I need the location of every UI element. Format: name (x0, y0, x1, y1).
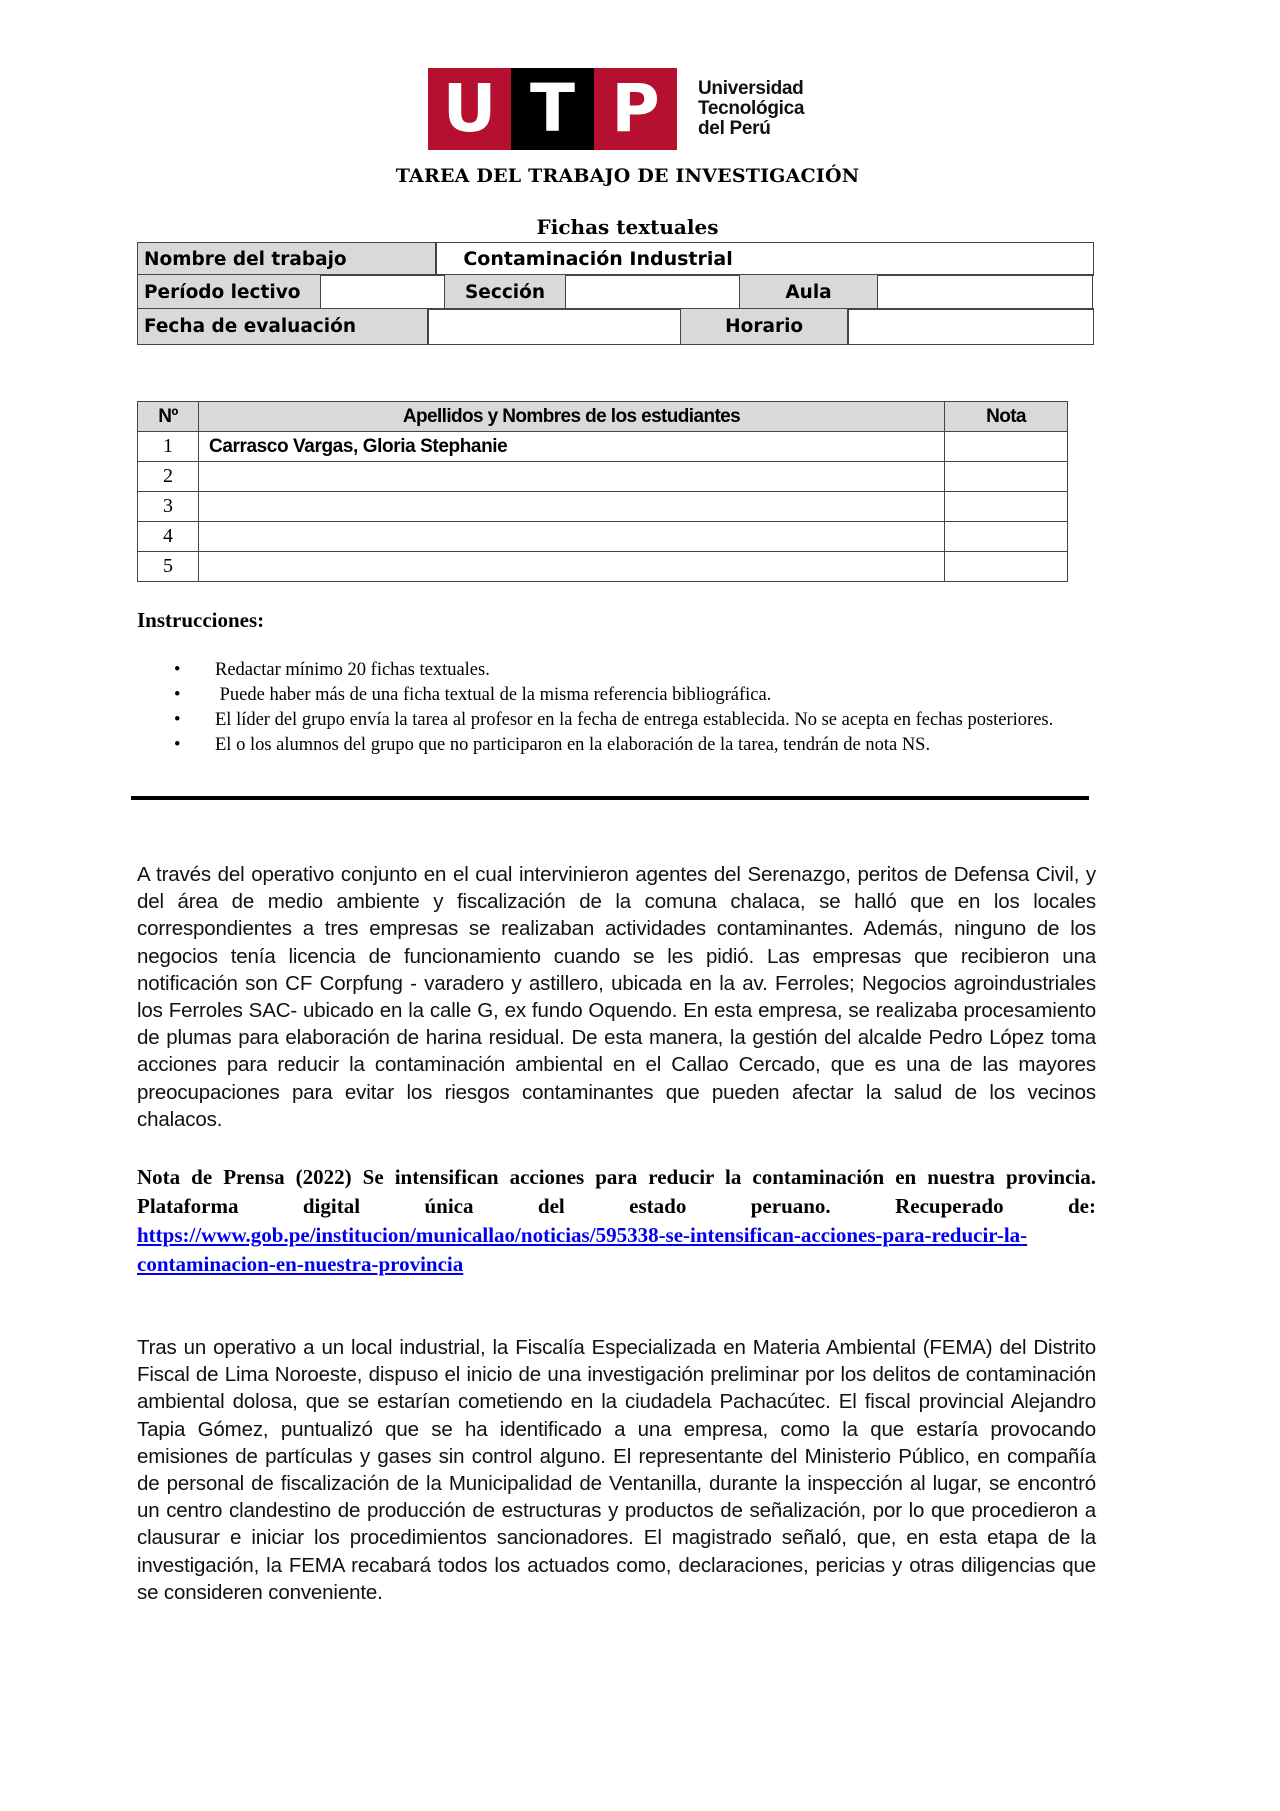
logo-letter-p: P (594, 68, 677, 150)
nombre-label: Nombre del trabajo (137, 242, 437, 276)
periodo-label: Período lectivo (137, 274, 321, 310)
student-nota[interactable] (945, 432, 1068, 462)
horario-value[interactable] (847, 308, 1094, 345)
info-row-nombre (137, 242, 1094, 276)
ficha-1-citation (137, 1163, 1096, 1279)
instruction-item (137, 658, 1097, 683)
periodo-value[interactable] (320, 274, 446, 310)
horizontal-divider (131, 796, 1089, 800)
student-name[interactable] (199, 492, 945, 522)
logo-text-line: Tecnológica (698, 98, 805, 119)
instruction-item (137, 733, 1097, 758)
aula-value[interactable] (877, 274, 1093, 310)
student-name[interactable] (199, 462, 945, 492)
fecha-label: Fecha de evaluación (137, 308, 429, 345)
instruction-item (137, 708, 1097, 733)
table-row (138, 462, 1068, 492)
students-table-header (138, 402, 1068, 432)
citation-text: Nota de Prensa (2022) Se intensifican acciones para reducir la contaminación en nuestra provincia. Plataforma digital única del estado peruano. Recuperado de: (137, 1165, 1096, 1218)
logo-text-line: Universidad (698, 79, 804, 99)
header-number: Nº (138, 402, 199, 432)
table-row (138, 492, 1068, 522)
aula-label: Aula (739, 274, 878, 310)
row-number: 1 (138, 432, 199, 462)
bullet-icon: • (174, 685, 181, 705)
bullet-icon: • (174, 660, 181, 680)
instruction-text: El líder del grupo envía la tarea al profesor en la fecha de entrega establecida. No se acepta en fechas posteriores. (215, 710, 1054, 730)
student-nota[interactable] (945, 462, 1068, 492)
bullet-icon: • (174, 735, 181, 755)
seccion-label: Sección (444, 274, 566, 310)
student-name[interactable]: Carrasco Vargas, Gloria Stephanie (199, 432, 945, 462)
logo-text (698, 79, 807, 139)
instruction-text: El o los alumnos del grupo que no participaron en la elaboración de la tarea, tendrán de nota NS. (215, 735, 931, 755)
table-row (138, 522, 1068, 552)
students-table (137, 401, 1068, 582)
row-number: 3 (138, 492, 199, 522)
instruction-text: Redactar mínimo 20 fichas textuales. (215, 660, 490, 680)
instruction-item (137, 683, 1097, 708)
bullet-icon: • (174, 710, 181, 730)
info-row-fecha (137, 308, 1094, 345)
utp-logo (428, 68, 677, 150)
row-number: 4 (138, 522, 199, 552)
logo-letter-t: T (511, 68, 594, 150)
fecha-value[interactable] (427, 308, 681, 345)
student-nota[interactable] (945, 552, 1068, 582)
instructions-list (137, 658, 1097, 758)
row-number: 2 (138, 462, 199, 492)
table-row (138, 432, 1068, 462)
instruction-text: Puede haber más de una ficha textual de la misma referencia bibliográfica. (215, 685, 772, 705)
student-nota[interactable] (945, 492, 1068, 522)
student-nota[interactable] (945, 522, 1068, 552)
student-name[interactable] (199, 552, 945, 582)
instructions-title: Instrucciones: (137, 608, 265, 632)
ficha-1-text: A través del operativo conjunto en el cual intervinieron agentes del Serenazgo, peritos de Defensa Civil, y del área de medio ambiente y fiscalización de la comuna chalaca, se halló que en los locales correspondientes a tres empresas se realizaban actividades contaminantes. Además, ninguno de los negocios tenía licencia de funcionamiento cuando se les pidió. Las empresas que recibieron una notificación son CF Corpfung - varadero y astillero, ubicada en la av. Ferroles; Negocios agroindustriales los Ferroles SAC- ubicado en la calle G, ex fundo Oquendo. En esta empresa, se realizaba procesamiento de plumas para elaboración de harina residual. De esta manera, la gestión del alcalde Pedro López toma acciones para reducir la contaminación ambiental en el Callao Cercado, que es una de las mayores preocupaciones para evitar los riesgos contaminantes que pueden afectar la salud de los vecinos chalacos. (137, 863, 1096, 1131)
header-names: Apellidos y Nombres de los estudiantes (199, 402, 945, 432)
horario-label: Horario (680, 308, 849, 345)
info-row-periodo (137, 274, 1094, 310)
logo-letter-u: U (428, 68, 511, 150)
page-title: TAREA DEL TRABAJO DE INVESTIGACIÓN (395, 165, 860, 187)
page-subtitle: Fichas textuales (536, 215, 719, 239)
ficha-2-text: Tras un operativo a un local industrial, la Fiscalía Especializada en Materia Ambiental (FEMA) del Distrito Fiscal de Lima Noroeste, dispuso el inicio de una investigación preliminar por los delitos de contaminación ambiental dolosa, que se estarían cometiendo en la ciudadela Pachacútec. El fiscal provincial Alejandro Tapia Gómez, puntualizó que se ha identificado a una empresa, como la que estaría provocando emisiones de partículas y gases sin control alguno. El representante del Ministerio Público, en compañía de personal de fiscalización de la Municipalidad de Ventanilla, durante la inspección al lugar, se encontró un centro clandestino de producción de estructuras y productos de señalización, por lo que procedieron a clausurar e iniciar los procedimientos sancionadores. El magistrado señaló, que, en esta etapa de la investigación, la FEMA recabará todos los actuados como, declaraciones, pericias y otras diligencias que se consideren conveniente. (137, 1336, 1096, 1604)
nombre-value[interactable]: Contaminación Industrial (435, 242, 1094, 276)
seccion-value[interactable] (565, 274, 741, 310)
header-nota: Nota (945, 402, 1068, 432)
logo-text-line: del Perú (698, 118, 771, 139)
table-row (138, 552, 1068, 582)
row-number: 5 (138, 552, 199, 582)
student-name[interactable] (199, 522, 945, 552)
citation-link[interactable]: https://www.gob.pe/institucion/municallao/noticias/595338-se-intensifican-acciones-para-reducir-la-contaminacion-en-nuestra-provincia (137, 1223, 1028, 1276)
